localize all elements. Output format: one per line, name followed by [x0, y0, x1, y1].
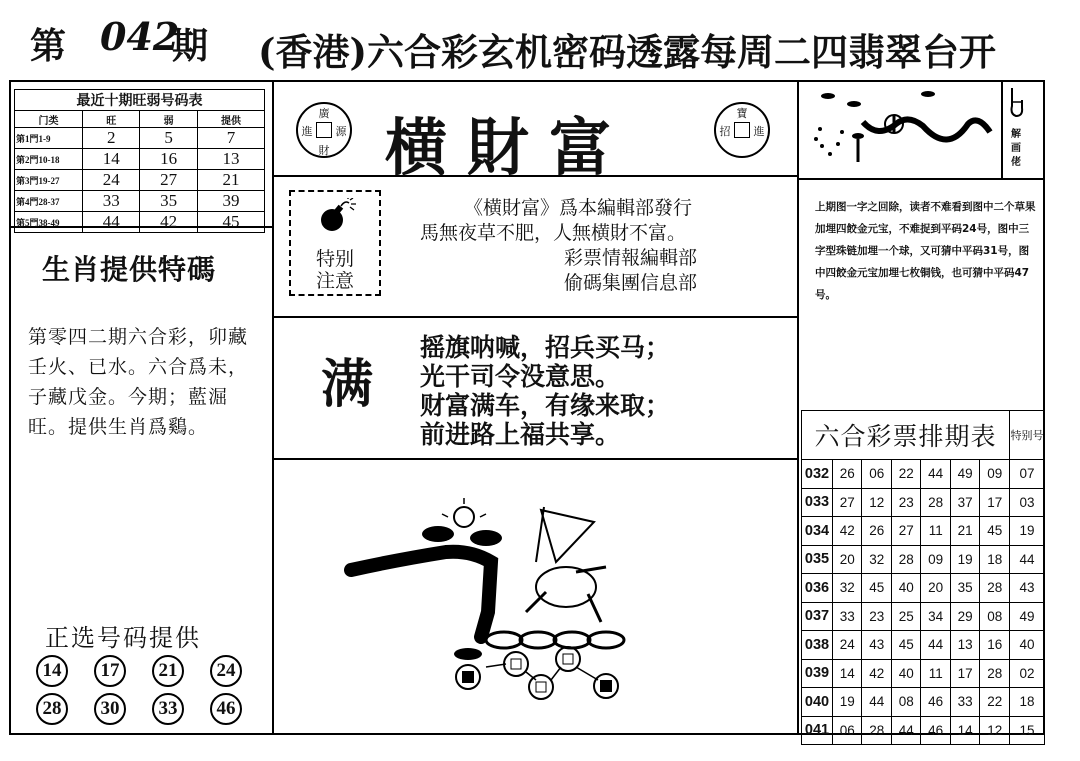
odds-col-header: 提供	[197, 111, 264, 128]
odds-row-label: 第3門19-27	[15, 170, 83, 191]
pick-number: 21	[152, 655, 184, 687]
brand-title: 横財富	[385, 111, 632, 184]
table-row	[15, 191, 265, 212]
schedule-cell: 32	[862, 545, 891, 574]
schedule-special-cell: 03	[1010, 488, 1045, 517]
odds-row-label: 第1門1-9	[15, 128, 83, 149]
schedule-cell: 43	[862, 631, 891, 660]
table-row	[802, 659, 1045, 688]
schedule-cell: 44	[891, 716, 920, 745]
odds-cell: 24	[83, 170, 140, 191]
schedule-cell: 33	[833, 602, 862, 631]
puzzle-hint-icon	[808, 84, 994, 174]
pointing-hand-icon	[1006, 86, 1026, 122]
odds-cell: 5	[140, 128, 197, 149]
schedule-special-cell: 15	[1010, 716, 1045, 745]
schedule-cell: 12	[862, 488, 891, 517]
issue-prefix: 第	[30, 25, 67, 67]
schedule-cell: 49	[950, 460, 979, 489]
table-row	[802, 517, 1045, 546]
schedule-cell: 08	[891, 688, 920, 717]
schedule-cell: 46	[921, 688, 950, 717]
schedule-issue: 034	[802, 517, 833, 546]
issue-suffix: 期	[172, 25, 209, 67]
puzzle-explanation: 上期图一字之回除，读者不难看到图中二个草果加埋四餃金元宝，不难捉到平码24号，图中三字型珠链加埋一个球，又可猜中平码31号，图中四餃金元宝加埋七枚铜钱，也可猜中平码47号。	[815, 201, 1036, 301]
poem-block	[420, 333, 670, 449]
schedule-cell: 26	[833, 460, 862, 489]
intro-line: 《横財富》爲本編輯部發行	[464, 197, 693, 219]
odds-cell: 14	[83, 149, 140, 170]
schedule-cell: 34	[921, 602, 950, 631]
schedule-cell: 45	[862, 574, 891, 603]
zodiac-title: 生肖提供特碼	[42, 253, 217, 286]
schedule-cell: 06	[833, 716, 862, 745]
schedule-cell: 26	[862, 517, 891, 546]
notice-badge	[289, 190, 381, 296]
odds-row-label: 第4門28-37	[15, 191, 83, 212]
odds-col-header: 门类	[15, 111, 83, 128]
schedule-cell: 27	[833, 488, 862, 517]
schedule-cell: 23	[891, 488, 920, 517]
coin-char: 招	[719, 125, 731, 138]
odds-col-header: 弱	[140, 111, 197, 128]
schedule-cell: 37	[950, 488, 979, 517]
poem-line: 前进路上福共享。	[420, 420, 621, 449]
notice-label: 注意	[315, 270, 354, 292]
picks-title: 正选号码提供	[45, 624, 201, 652]
bomb-icon	[317, 198, 357, 234]
schedule-cell: 44	[862, 688, 891, 717]
schedule-cell: 40	[891, 659, 920, 688]
schedule-special-cell: 44	[1010, 545, 1045, 574]
odds-col-header: 旺	[83, 111, 140, 128]
schedule-cell: 11	[921, 517, 950, 546]
odds-cell: 42	[140, 212, 197, 233]
coin-right-icon	[714, 102, 770, 158]
intro-line: 馬無夜草不肥，人無横財不富。	[420, 222, 687, 244]
table-row	[802, 602, 1045, 631]
schedule-cell: 28	[921, 488, 950, 517]
special-number-label: 特别号	[1010, 411, 1045, 460]
schedule-cell: 46	[921, 716, 950, 745]
schedule-cell: 14	[950, 716, 979, 745]
schedule-cell: 17	[950, 659, 979, 688]
schedule-cell: 29	[950, 602, 979, 631]
pick-number: 30	[94, 693, 126, 725]
pick-number: 46	[210, 693, 242, 725]
headline: (香港)六合彩玄机密码透露每周二四翡翠台开	[258, 30, 997, 74]
schedule-table	[801, 410, 1045, 745]
odds-cell: 2	[83, 128, 140, 149]
schedule-issue: 037	[802, 602, 833, 631]
coin-char: 源	[335, 125, 347, 138]
odds-cell: 33	[83, 191, 140, 212]
schedule-cell: 42	[833, 517, 862, 546]
intro-line: 彩票情報編輯部	[564, 247, 698, 269]
schedule-cell: 16	[980, 631, 1010, 660]
table-row	[802, 545, 1045, 574]
puzzle-label-divider	[1001, 82, 1003, 178]
schedule-cell: 35	[950, 574, 979, 603]
odds-cell: 7	[197, 128, 264, 149]
coin-char: 寶	[736, 107, 748, 120]
schedule-issue: 033	[802, 488, 833, 517]
pick-number: 17	[94, 655, 126, 687]
table-row	[802, 631, 1045, 660]
page-header	[0, 0, 1080, 78]
puzzle-divider	[797, 178, 1045, 180]
schedule-cell: 28	[980, 574, 1010, 603]
notice-divider	[272, 316, 799, 318]
odds-cell: 44	[83, 212, 140, 233]
schedule-cell: 11	[921, 659, 950, 688]
puzzle-label: 解画佬	[1011, 129, 1021, 168]
left-column-divider	[272, 82, 274, 734]
schedule-cell: 20	[921, 574, 950, 603]
odds-cell: 21	[197, 170, 264, 191]
table-row	[802, 574, 1045, 603]
odds-row-label: 第5門38-49	[15, 212, 83, 233]
poem-line: 摇旗呐喊，招兵买马；	[420, 333, 671, 362]
schedule-cell: 21	[950, 517, 979, 546]
table-row	[802, 688, 1045, 717]
poem-big-char: 满	[321, 354, 374, 415]
odds-table-title: 最近十期旺弱号码表	[15, 90, 265, 111]
schedule-cell: 08	[980, 602, 1010, 631]
odds-cell: 16	[140, 149, 197, 170]
schedule-cell: 40	[891, 574, 920, 603]
schedule-cell: 23	[862, 602, 891, 631]
schedule-cell: 45	[891, 631, 920, 660]
schedule-issue: 032	[802, 460, 833, 489]
schedule-cell: 19	[950, 545, 979, 574]
schedule-cell: 06	[862, 460, 891, 489]
odds-cell: 27	[140, 170, 197, 191]
odds-table	[14, 89, 265, 233]
schedule-cell: 18	[980, 545, 1010, 574]
schedule-issue: 036	[802, 574, 833, 603]
schedule-special-cell: 40	[1010, 631, 1045, 660]
schedule-cell: 27	[891, 517, 920, 546]
coin-left-icon	[296, 102, 352, 158]
schedule-cell: 28	[891, 545, 920, 574]
coin-char: 財	[318, 144, 330, 157]
table-row	[15, 170, 265, 191]
schedule-special-cell: 18	[1010, 688, 1045, 717]
poem-line: 光干司令没意思。	[420, 362, 621, 391]
schedule-cell: 45	[980, 517, 1010, 546]
schedule-cell: 25	[891, 602, 920, 631]
schedule-cell: 17	[980, 488, 1010, 517]
schedule-special-cell: 02	[1010, 659, 1045, 688]
schedule-title: 六合彩票排期表	[802, 411, 1010, 460]
table-row	[802, 716, 1045, 745]
pick-number: 24	[210, 655, 242, 687]
odds-cell: 45	[197, 212, 264, 233]
odds-cell: 35	[140, 191, 197, 212]
schedule-cell: 19	[833, 688, 862, 717]
schedule-cell: 22	[891, 460, 920, 489]
pick-number: 28	[36, 693, 68, 725]
coin-char: 廣	[318, 107, 330, 120]
table-row	[802, 488, 1045, 517]
notice-label: 特别	[315, 248, 354, 270]
schedule-special-cell: 49	[1010, 602, 1045, 631]
schedule-issue: 038	[802, 631, 833, 660]
schedule-cell: 22	[980, 688, 1010, 717]
schedule-special-cell: 43	[1010, 574, 1045, 603]
schedule-special-cell: 07	[1010, 460, 1045, 489]
schedule-issue: 039	[802, 659, 833, 688]
puzzle-illustration	[276, 462, 796, 732]
schedule-cell: 32	[833, 574, 862, 603]
schedule-cell: 24	[833, 631, 862, 660]
schedule-cell: 12	[980, 716, 1010, 745]
schedule-cell: 13	[950, 631, 979, 660]
schedule-cell: 33	[950, 688, 979, 717]
schedule-cell: 28	[980, 659, 1010, 688]
schedule-cell: 09	[921, 545, 950, 574]
table-row	[15, 128, 265, 149]
table-row	[15, 212, 265, 233]
pick-number: 14	[36, 655, 68, 687]
schedule-issue: 035	[802, 545, 833, 574]
odds-cell: 13	[197, 149, 264, 170]
schedule-issue: 041	[802, 716, 833, 745]
coin-char: 進	[753, 125, 765, 138]
odds-cell: 39	[197, 191, 264, 212]
poem-divider	[272, 458, 799, 460]
odds-row-label: 第2門10-18	[15, 149, 83, 170]
schedule-issue: 040	[802, 688, 833, 717]
table-row	[15, 149, 265, 170]
schedule-cell: 14	[833, 659, 862, 688]
intro-line: 偷碼集團信息部	[564, 272, 698, 294]
zodiac-paragraph: 第零四二期六合彩，卯藏壬火、已水。六合爲未，子藏戊金。今期；藍淈旺。提供生肖爲鷄。	[28, 326, 249, 438]
table-row	[802, 460, 1045, 489]
pick-number: 33	[152, 693, 184, 725]
schedule-special-cell: 19	[1010, 517, 1045, 546]
schedule-cell: 42	[862, 659, 891, 688]
issue-number: 042	[100, 14, 180, 59]
coin-char: 進	[301, 125, 313, 138]
schedule-cell: 44	[921, 631, 950, 660]
schedule-cell: 44	[921, 460, 950, 489]
schedule-cell: 20	[833, 545, 862, 574]
schedule-cell: 28	[862, 716, 891, 745]
schedule-cell: 09	[980, 460, 1010, 489]
poem-line: 财富满车，有缘来取；	[420, 391, 671, 420]
